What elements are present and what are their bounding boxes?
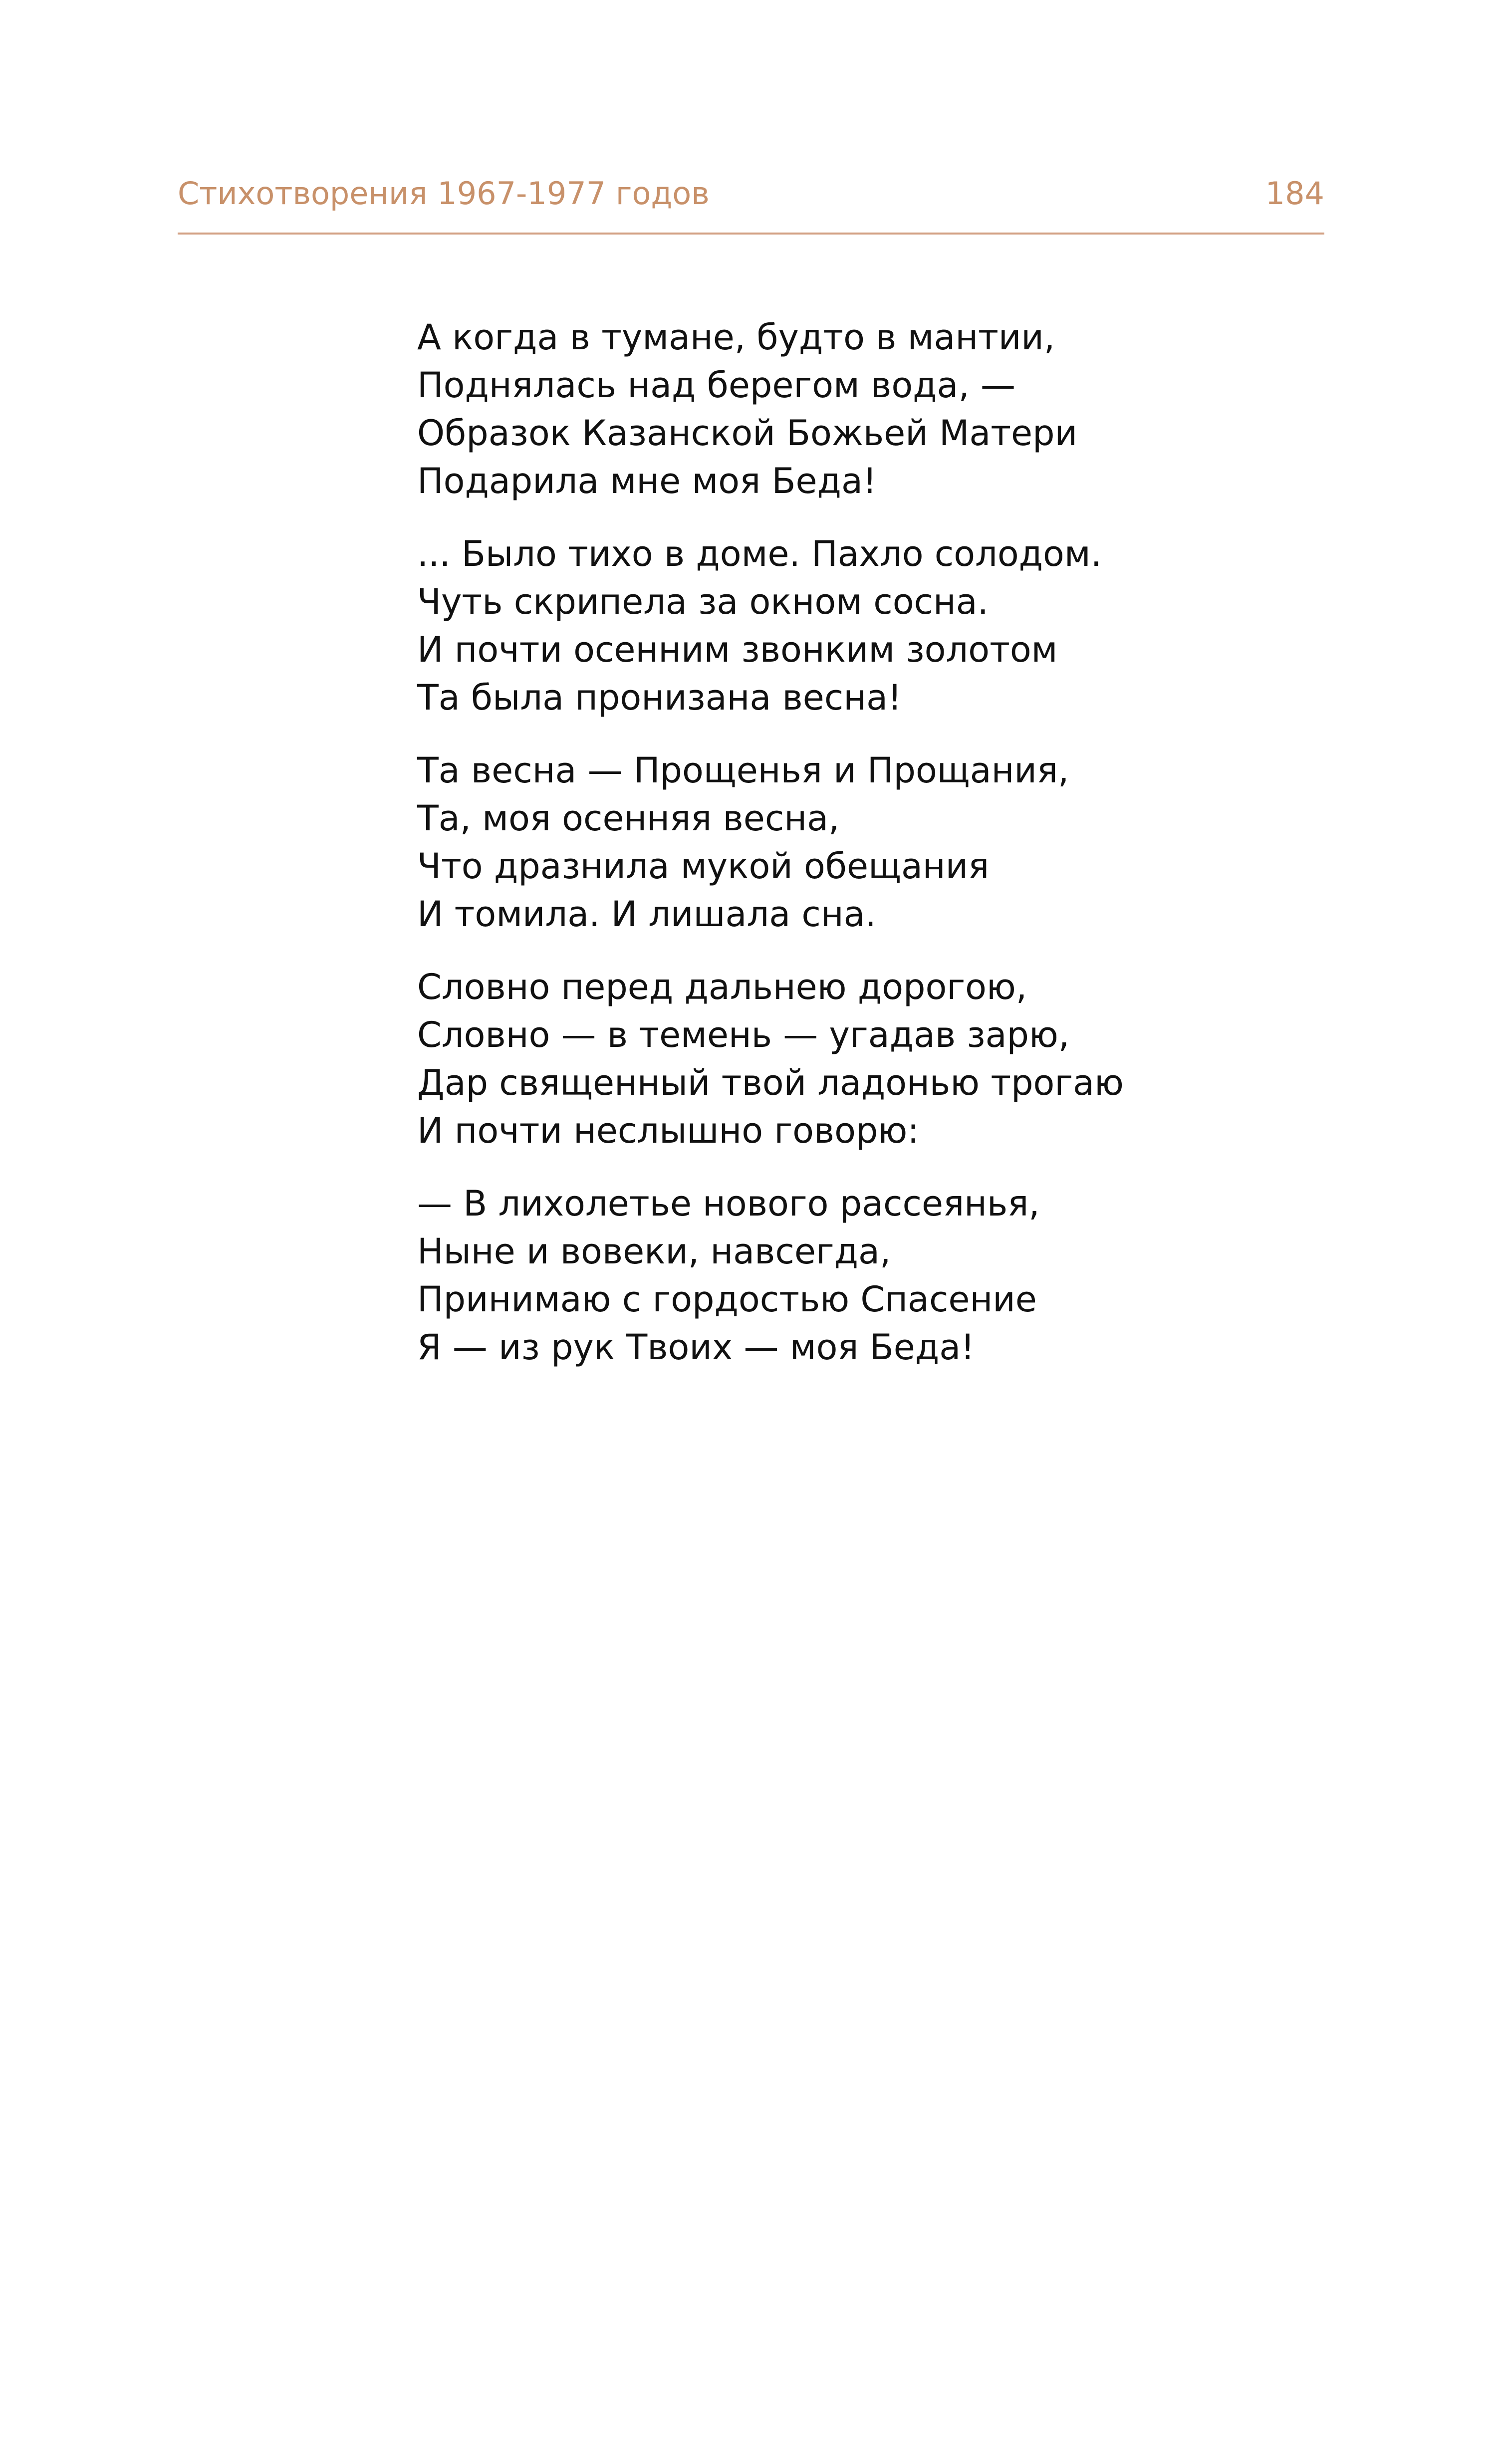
poem-line: Подарила мне моя Беда! — [417, 461, 877, 501]
poem-line: И томила. И лишала сна. — [417, 894, 876, 935]
page-number: 184 — [1265, 175, 1324, 212]
poem-line: Ныне и вовеки, навсегда, — [417, 1231, 891, 1272]
poem-line: Что дразнила мукой обещания — [417, 846, 990, 887]
poem-line: Та весна — Прощенья и Прощания, — [417, 750, 1069, 791]
poem-line: Та была пронизана весна! — [417, 677, 902, 718]
poem-line: ... Было тихо в доме. Пахло солодом. — [417, 533, 1102, 574]
header-rule — [178, 233, 1324, 235]
poem-line: Чуть скрипела за окном сосна. — [417, 581, 989, 622]
stanza-4 — [417, 963, 1265, 1155]
poem-line: Словно перед дальнею дорогою, — [417, 967, 1027, 1007]
stanza-2 — [417, 530, 1265, 722]
running-title: Стихотворения 1967-1977 годов — [178, 175, 710, 212]
poem-line: Та, моя осенняя весна, — [417, 798, 840, 839]
poem-line: А когда в тумане, будто в мантии, — [417, 317, 1055, 358]
stanza-3 — [417, 746, 1265, 938]
stanza-5 — [417, 1180, 1265, 1371]
poem-line: Дар священный твой ладонью трогаю — [417, 1062, 1124, 1103]
poem-line: Я — из рук Твоих — моя Беда! — [417, 1327, 975, 1368]
poem-line: Принимаю с гордостью Спасение — [417, 1279, 1037, 1320]
poem-line: — В лихолетье нового рассеянья, — [417, 1183, 1040, 1224]
poem-line: Словно — в темень — угадав зарю, — [417, 1014, 1070, 1055]
poem-line: И почти неслышно говорю: — [417, 1110, 919, 1151]
running-head — [178, 169, 1324, 219]
poem — [417, 313, 1265, 1396]
poem-line: Образок Казанской Божьей Матери — [417, 413, 1078, 454]
poem-line: Поднялась над берегом вода, — — [417, 365, 1015, 406]
stanza-1 — [417, 313, 1265, 505]
poem-line: И почти осенним звонким золотом — [417, 629, 1058, 670]
